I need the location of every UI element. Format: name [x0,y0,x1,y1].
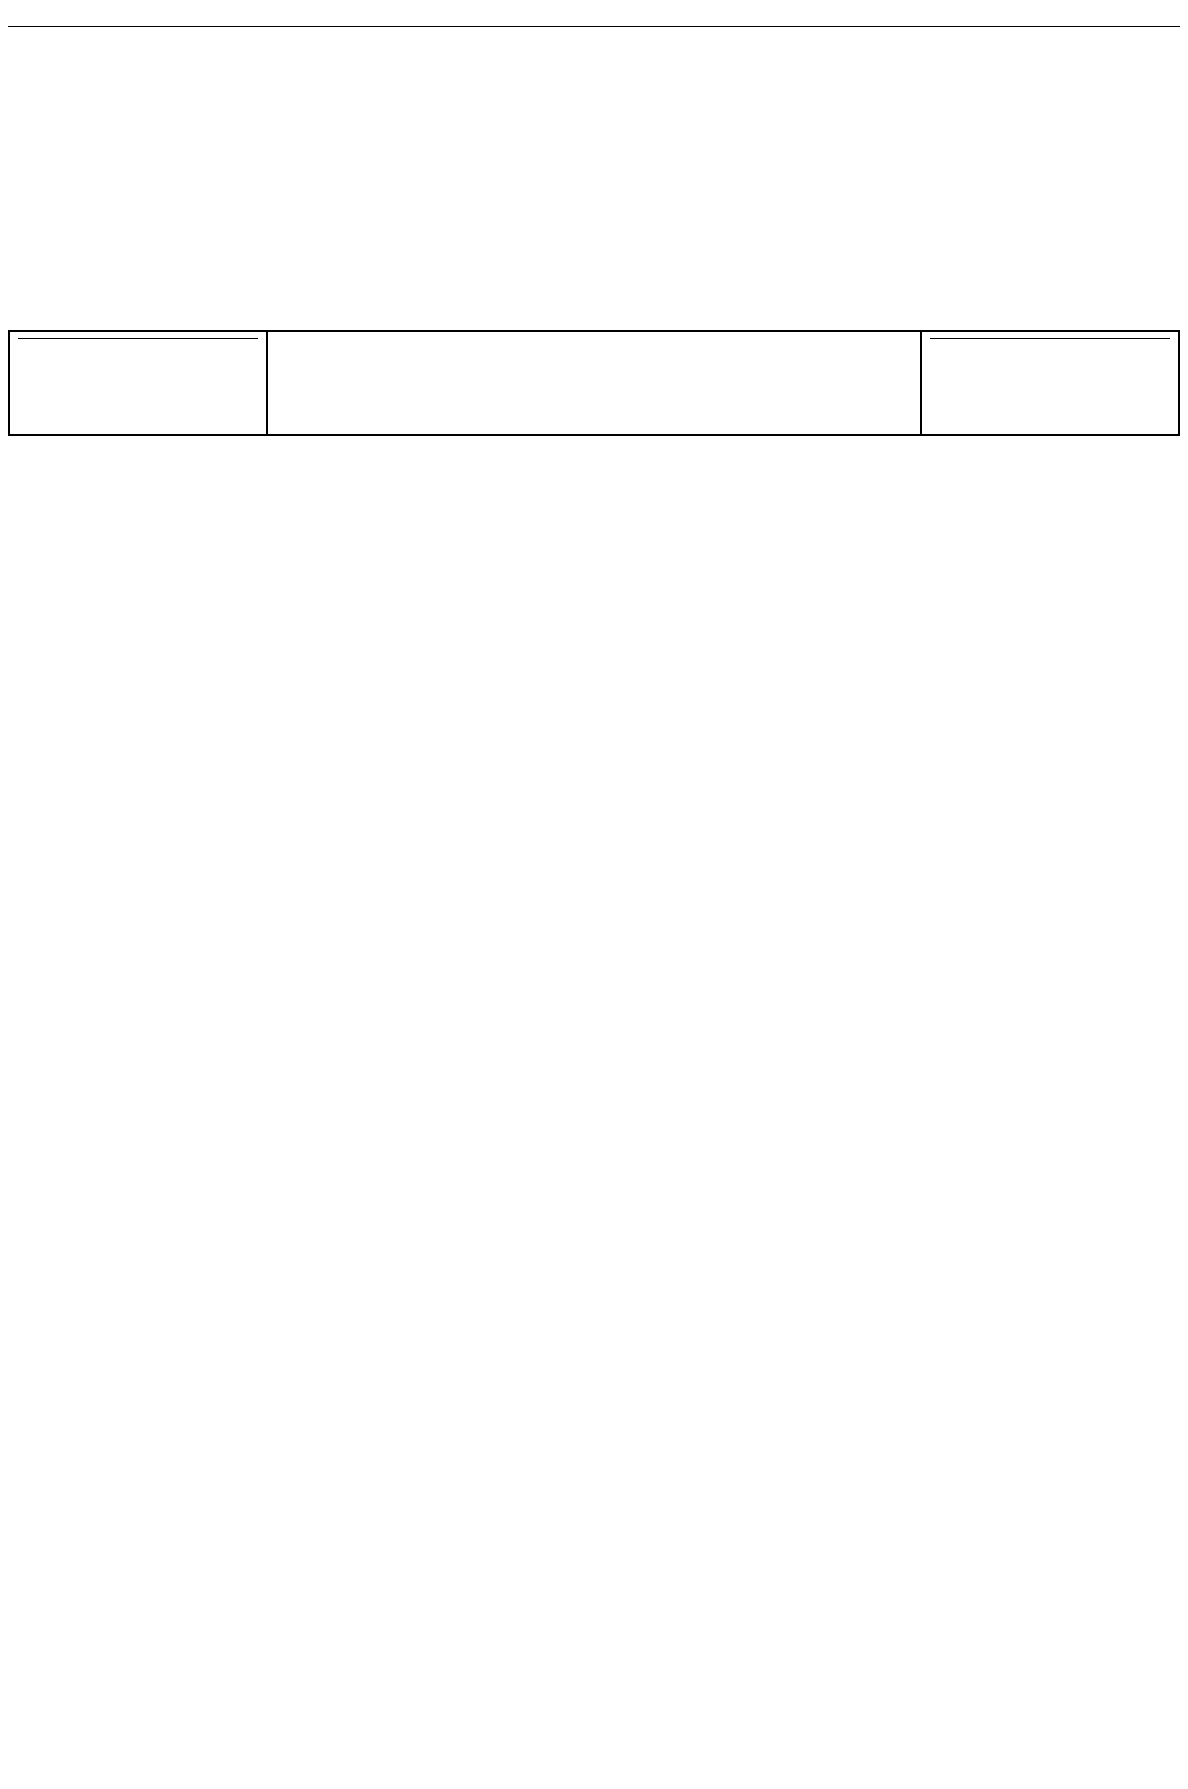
directory-banner [8,330,1180,436]
buyers-tagline [930,338,1170,339]
service-directory [8,440,1180,1785]
help-wanted-section [8,30,1180,326]
page-header [8,8,1180,27]
household-directory-box [10,332,266,434]
buyers-directory-box [922,332,1178,434]
household-tagline [18,338,258,339]
choir-illustration [266,332,922,434]
